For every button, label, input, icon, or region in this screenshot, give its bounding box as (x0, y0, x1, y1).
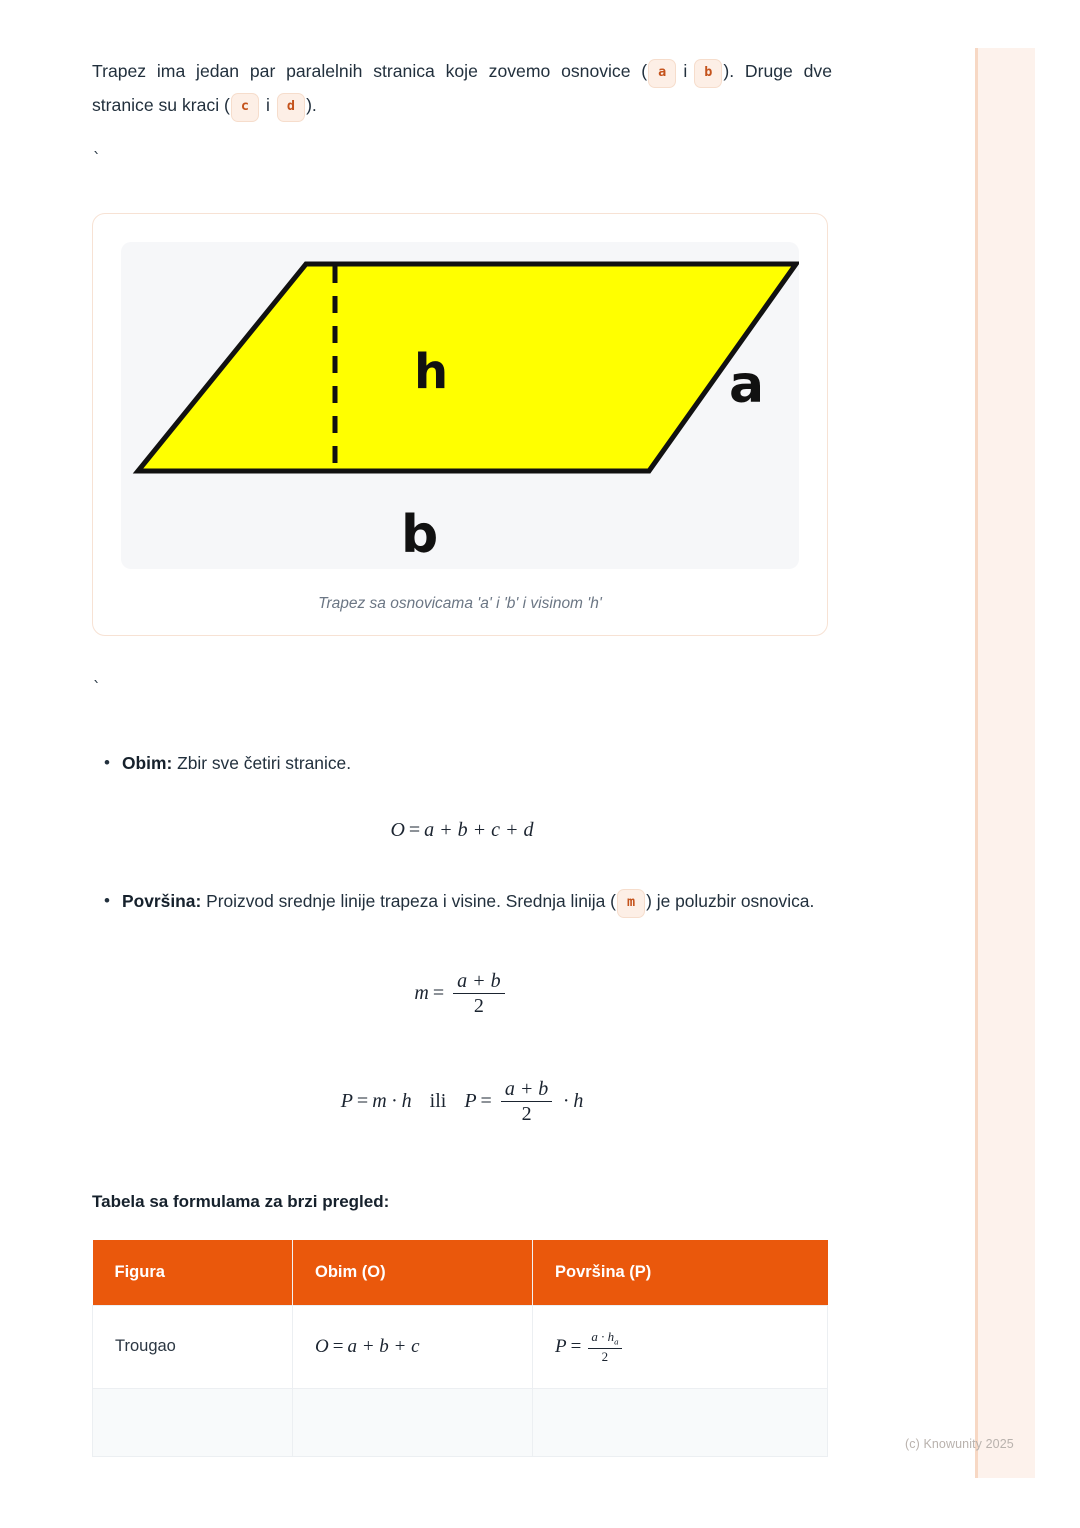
copyright-watermark: (c) Knowunity 2025 (905, 1437, 1014, 1451)
formula-p-equals-1: = (356, 1090, 369, 1113)
figure-card (92, 213, 828, 636)
stray-backtick-1: ` (92, 148, 102, 168)
intro-text-part-2: ). Druge dve stranice su kraci ( (92, 61, 832, 116)
stray-backtick-2: ` (92, 677, 102, 697)
table-row (93, 1389, 828, 1457)
chip-a[interactable]: a (648, 59, 676, 88)
formula-p-denominator: 2 (501, 1101, 553, 1125)
table-cell-figura (93, 1389, 293, 1457)
label-h-icon: h (414, 343, 449, 400)
table-cell-figura: Trougao (93, 1305, 293, 1389)
list-item-povrsina-desc-before: Proizvod srednje linije trapeza i visine. Srednja linija ( (201, 891, 616, 912)
trapezoid-shape (138, 264, 796, 471)
formula-obim-rhs: a + b + c + d (424, 819, 534, 842)
right-page-margin-strip (975, 48, 1035, 1478)
formula-p-conjunction: ili (429, 1090, 447, 1113)
formula-p-numerator: a + b (504, 1077, 549, 1100)
formula-p-lhs-2: P (464, 1090, 477, 1113)
table-povrsina-num-subscript: a (614, 1336, 619, 1347)
trapezoid-diagram-svg (121, 242, 799, 569)
formula-table (92, 1240, 828, 1458)
formula-m-denominator: 2 (453, 993, 505, 1017)
table-povrsina-denominator: 2 (588, 1348, 621, 1364)
intro-conjunction-2: i (266, 95, 270, 116)
list-item-obim-text (122, 748, 832, 780)
chip-b[interactable]: b (694, 59, 722, 88)
intro-text-part-1: Trapez ima jedan par paralelnih stranica koje zovemo osnovice ( (92, 61, 648, 81)
bullet-dot-icon-2: • (104, 891, 110, 911)
figure-image-panel (121, 242, 799, 569)
table-povrsina-equals: = (570, 1335, 582, 1357)
table-header-obim: Obim (O) (293, 1240, 533, 1306)
table-cell-obim (293, 1305, 533, 1389)
formula-m-equals: = (432, 982, 445, 1005)
list-item-povrsina-desc-after: ) je poluzbir osnovica. (646, 891, 815, 912)
formula-obim (92, 819, 832, 842)
table-povrsina-lhs: P (555, 1335, 567, 1357)
label-a-icon: a (729, 354, 765, 415)
list-item-povrsina-term: Površina: (122, 891, 202, 912)
table-row (93, 1305, 828, 1389)
formula-p-lhs-1: P (340, 1090, 353, 1113)
table-obim-equals: = (332, 1335, 344, 1357)
formula-p-rhs-1: m · h (372, 1090, 412, 1113)
table-cell-povrsina (533, 1389, 828, 1457)
list-item-obim (92, 748, 832, 780)
document-content (92, 0, 832, 1457)
table-cell-obim (293, 1389, 533, 1457)
formula-p-fraction (501, 1078, 553, 1126)
table-povrsina-numerator (588, 1330, 621, 1348)
table-cell-povrsina (533, 1305, 828, 1389)
label-b-icon: b (401, 504, 439, 565)
formula-bullet-list (92, 748, 832, 1126)
table-header-figura: Figura (93, 1240, 293, 1306)
formula-srednja-linija (92, 970, 832, 1018)
chip-c[interactable]: c (231, 93, 259, 122)
table-povrsina-fraction (588, 1330, 621, 1365)
formula-m-numerator: a + b (457, 969, 501, 992)
intro-text-part-3: ). (306, 95, 317, 116)
list-item-obim-term: Obim: (122, 752, 173, 773)
table-povrsina-num-text: a · h (591, 1328, 615, 1344)
bullet-dot-icon: • (104, 752, 110, 772)
intro-paragraph (92, 0, 832, 123)
list-item-povrsina (92, 886, 832, 918)
chip-m[interactable]: m (617, 889, 645, 918)
list-item-obim-desc: Zbir sve četiri stranice. (172, 752, 352, 773)
list-item-povrsina-text (122, 886, 832, 918)
formula-obim-equals: = (408, 819, 421, 842)
formula-m-lhs: m (414, 982, 429, 1005)
table-header-row (93, 1240, 828, 1306)
formula-p-equals-2: = (480, 1090, 492, 1113)
formula-p-tail: · h (563, 1090, 584, 1113)
chip-d[interactable]: d (277, 93, 305, 122)
table-header-povrsina: Površina (P) (533, 1240, 828, 1306)
table-obim-lhs: O (315, 1335, 329, 1357)
table-title: Tabela sa formulama za brzi pregled: (92, 1191, 390, 1211)
formula-obim-lhs: O (390, 819, 405, 842)
intro-conjunction-1: i (683, 61, 688, 81)
formula-povrsina (92, 1078, 832, 1126)
table-obim-rhs: a + b + c (347, 1335, 420, 1357)
formula-m-fraction (453, 970, 505, 1018)
figure-caption: Trapez sa osnovicama 'a' i 'b' i visinom 'h' (318, 594, 602, 612)
